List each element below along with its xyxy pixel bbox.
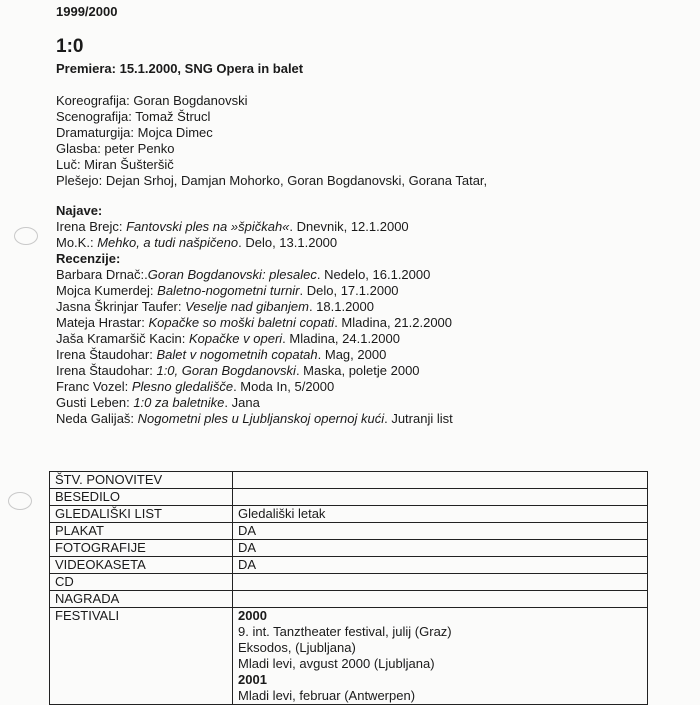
entry-author: Mo.K.: bbox=[56, 235, 98, 250]
row-label: ŠTV. PONOVITEV bbox=[50, 472, 233, 489]
table-row bbox=[50, 574, 648, 591]
festival-entry: 9. int. Tanztheater festival, julij (Graz) bbox=[238, 624, 452, 639]
entry-title: Fantovski ples na »špičkah« bbox=[126, 219, 290, 234]
entry-title: 1:0, Goran Bogdanovski bbox=[156, 363, 296, 378]
entry-source: . Nedelo, 16.1.2000 bbox=[316, 267, 431, 282]
entry-title: Veselje nad gibanjem bbox=[185, 299, 309, 314]
row-label: GLEDALIŠKI LIST bbox=[50, 506, 233, 523]
review-entry bbox=[56, 315, 453, 331]
entry-source: . Mag, 2000 bbox=[317, 347, 387, 362]
review-entry bbox=[56, 411, 453, 427]
entry-source: . Delo, 17.1.2000 bbox=[299, 283, 399, 298]
review-entry bbox=[56, 331, 453, 347]
press-entry bbox=[56, 219, 453, 235]
festival-entry: Mladi levi, februar (Antwerpen) bbox=[238, 688, 416, 703]
entry-title: 1:0 za baletnike bbox=[133, 395, 225, 410]
row-label: PLAKAT bbox=[50, 523, 233, 540]
review-entry bbox=[56, 267, 453, 283]
entry-title: Balet v nogometnih copatah bbox=[156, 347, 318, 362]
festival-year: 2000 bbox=[238, 608, 267, 623]
press-entry bbox=[56, 235, 453, 251]
entry-title: Goran Bogdanovski: plesalec bbox=[147, 267, 317, 282]
entry-title: Kopačke v operi bbox=[188, 331, 283, 346]
row-value: DA bbox=[233, 540, 648, 557]
season: 1999/2000 bbox=[56, 4, 118, 19]
festival-entry: Eksodos, (Ljubljana) bbox=[238, 640, 356, 655]
entry-author: Jaša Kramaršič Kacin: bbox=[56, 331, 189, 346]
row-value bbox=[233, 472, 648, 489]
credit-line: Scenografija: Tomaž Štrucl bbox=[56, 109, 211, 124]
credit-line: Plešejo: Dejan Srhoj, Damjan Mohorko, Goran Bogdanovski, Gorana Tatar, bbox=[56, 173, 488, 188]
credit-line: Dramaturgija: Mojca Dimec bbox=[56, 125, 213, 140]
entry-author: Gusti Leben: bbox=[56, 395, 134, 410]
entry-title: Baletno-nogometni turnir bbox=[157, 283, 300, 298]
punch-hole-mark bbox=[14, 227, 38, 245]
entry-author: Irena Štaudohar: bbox=[56, 363, 157, 378]
entry-author: Mojca Kumerdej: bbox=[56, 283, 158, 298]
entry-source: . Jana bbox=[224, 395, 260, 410]
entry-author: Irena Brejc: bbox=[56, 219, 127, 234]
row-label: VIDEOKASETA bbox=[50, 557, 233, 574]
row-label: BESEDILO bbox=[50, 489, 233, 506]
entry-source: . Mladina, 21.2.2000 bbox=[334, 315, 453, 330]
entry-source: . Jutranji list bbox=[384, 411, 453, 426]
recenzije-heading: Recenzije: bbox=[56, 251, 121, 266]
entry-author: Jasna Škrinjar Taufer: bbox=[56, 299, 186, 314]
production-info-table bbox=[49, 471, 648, 705]
entry-title: Nogometni ples u Ljubljanskoj opernoj kući bbox=[137, 411, 385, 426]
table-row bbox=[50, 489, 648, 506]
punch-hole-mark bbox=[8, 492, 32, 510]
row-label: CD bbox=[50, 574, 233, 591]
row-value bbox=[233, 574, 648, 591]
festival-year: 2001 bbox=[238, 672, 267, 687]
entry-author: Neda Galijaš: bbox=[56, 411, 138, 426]
row-value: DA bbox=[233, 557, 648, 574]
table-row bbox=[50, 557, 648, 574]
entry-title: Mehko, a tudi našpičeno bbox=[97, 235, 239, 250]
production-title: 1:0 bbox=[56, 36, 84, 57]
entry-source: . 18.1.2000 bbox=[308, 299, 374, 314]
credit-line: Koreografija: Goran Bogdanovski bbox=[56, 93, 248, 108]
table-row bbox=[50, 472, 648, 489]
entry-author: Franc Vozel: bbox=[56, 379, 132, 394]
row-value bbox=[233, 489, 648, 506]
table-row bbox=[50, 506, 648, 523]
premiere-line: Premiera: 15.1.2000, SNG Opera in balet bbox=[56, 61, 304, 76]
entry-source: . Mladina, 24.1.2000 bbox=[282, 331, 400, 346]
credit-line: Luč: Miran Šušteršič bbox=[56, 157, 174, 172]
review-entry bbox=[56, 283, 453, 299]
table-row bbox=[50, 523, 648, 540]
row-label: FOTOGRAFIJE bbox=[50, 540, 233, 557]
credits-list bbox=[56, 93, 487, 189]
review-entry bbox=[56, 379, 453, 395]
press-section bbox=[56, 203, 453, 427]
entry-title: Plesno gledališče bbox=[131, 379, 234, 394]
row-label: NAGRADA bbox=[50, 591, 233, 608]
entry-source: . Moda In, 5/2000 bbox=[233, 379, 335, 394]
review-entry bbox=[56, 347, 453, 363]
review-entry bbox=[56, 363, 453, 379]
row-value: DA bbox=[233, 523, 648, 540]
credit-line: Glasba: peter Penko bbox=[56, 141, 175, 156]
row-label: FESTIVALI bbox=[50, 608, 233, 705]
table-row bbox=[50, 540, 648, 557]
row-value bbox=[233, 591, 648, 608]
entry-source: . Maska, poletje 2000 bbox=[295, 363, 420, 378]
festival-list bbox=[233, 608, 648, 705]
festival-entry: Mladi levi, avgust 2000 (Ljubljana) bbox=[238, 656, 435, 671]
entry-source: . Delo, 13.1.2000 bbox=[238, 235, 338, 250]
table-row bbox=[50, 591, 648, 608]
entry-source: . Dnevnik, 12.1.2000 bbox=[289, 219, 409, 234]
review-entry bbox=[56, 299, 453, 315]
entry-author: Barbara Drnač:. bbox=[56, 267, 148, 282]
table-row-festivali bbox=[50, 608, 648, 705]
entry-author: Mateja Hrastar: bbox=[56, 315, 149, 330]
row-value: Gledališki letak bbox=[233, 506, 648, 523]
entry-title: Kopačke so moški baletni copati bbox=[148, 315, 335, 330]
review-entry bbox=[56, 395, 453, 411]
entry-author: Irena Štaudohar: bbox=[56, 347, 157, 362]
najave-heading: Najave: bbox=[56, 203, 103, 218]
